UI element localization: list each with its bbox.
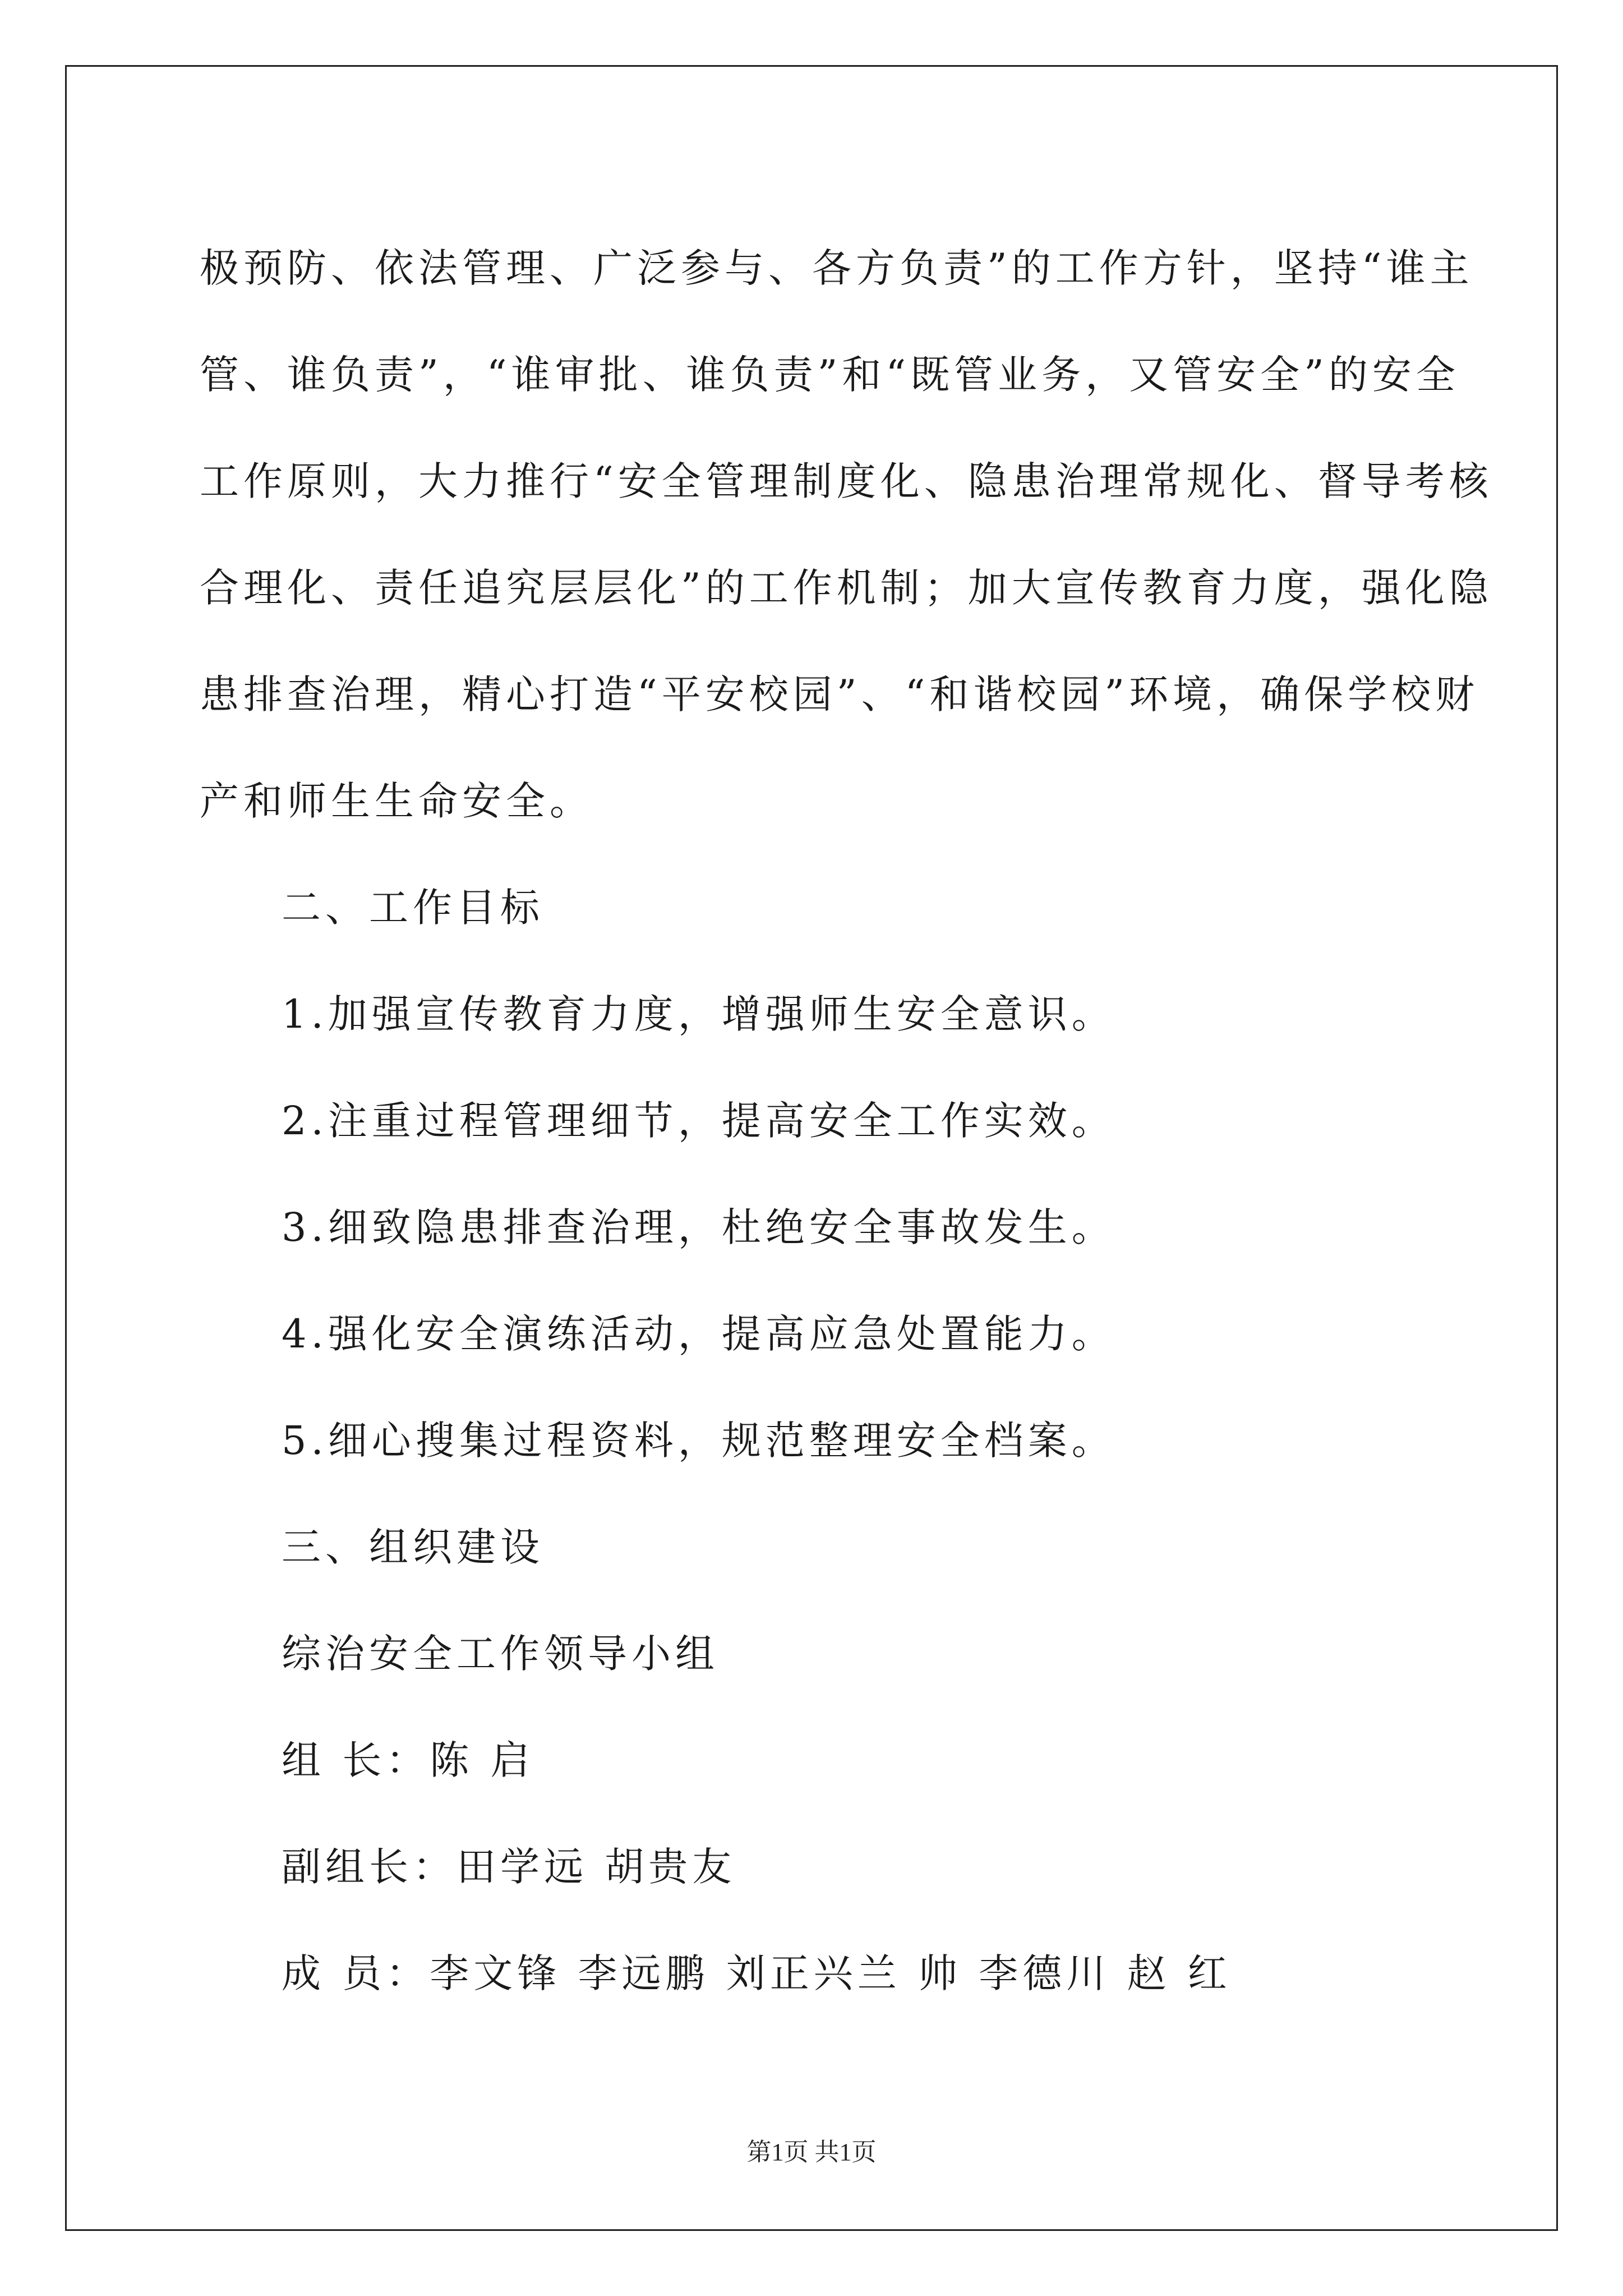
intro-line: 极预防、依法管理、广泛参与、各方负责”的工作方针，坚持“谁主 <box>200 245 1474 291</box>
page-footer: 第1页 共1页 <box>746 2138 877 2166</box>
goal-item: 4.强化安全演练活动，提高应急处置能力。 <box>282 1311 1115 1357</box>
group-title: 综治安全工作领导小组 <box>282 1631 719 1677</box>
intro-line: 管、谁负责”，“谁审批、谁负责”和“既管业务，又管安全”的安全 <box>200 352 1460 398</box>
intro-line: 合理化、责任追究层层化”的工作机制；加大宣传教育力度，强化隐 <box>200 565 1493 611</box>
goal-item: 1.加强宣传教育力度，增强师生安全意识。 <box>282 991 1115 1037</box>
intro-line: 患排查治理，精心打造“平安校园”、“和谐校园”环境，确保学校财 <box>200 671 1479 717</box>
goal-item: 5.细心搜集过程资料，规范整理安全档案。 <box>282 1418 1115 1464</box>
section-heading-goals: 二、工作目标 <box>282 885 544 931</box>
group-members: 成 员：李文锋 李远鹏 刘正兴兰 帅 李德川 赵 红 <box>282 1950 1232 1996</box>
group-deputy: 副组长：田学远 胡贵友 <box>282 1844 736 1890</box>
section-heading-organization: 三、组织建设 <box>282 1524 544 1570</box>
goal-item: 2.注重过程管理细节，提高安全工作实效。 <box>282 1098 1115 1144</box>
document-body <box>200 215 1493 2027</box>
intro-line: 产和师生生命安全。 <box>200 778 593 824</box>
intro-line: 工作原则，大力推行“安全管理制度化、隐患治理常规化、督导考核 <box>200 458 1493 504</box>
intro-paragraph <box>200 215 1493 854</box>
goals-list <box>200 961 1433 1494</box>
group-leader: 组 长：陈 启 <box>282 1737 534 1783</box>
goal-item: 3.细致隐患排查治理，杜绝安全事故发生。 <box>282 1204 1115 1250</box>
